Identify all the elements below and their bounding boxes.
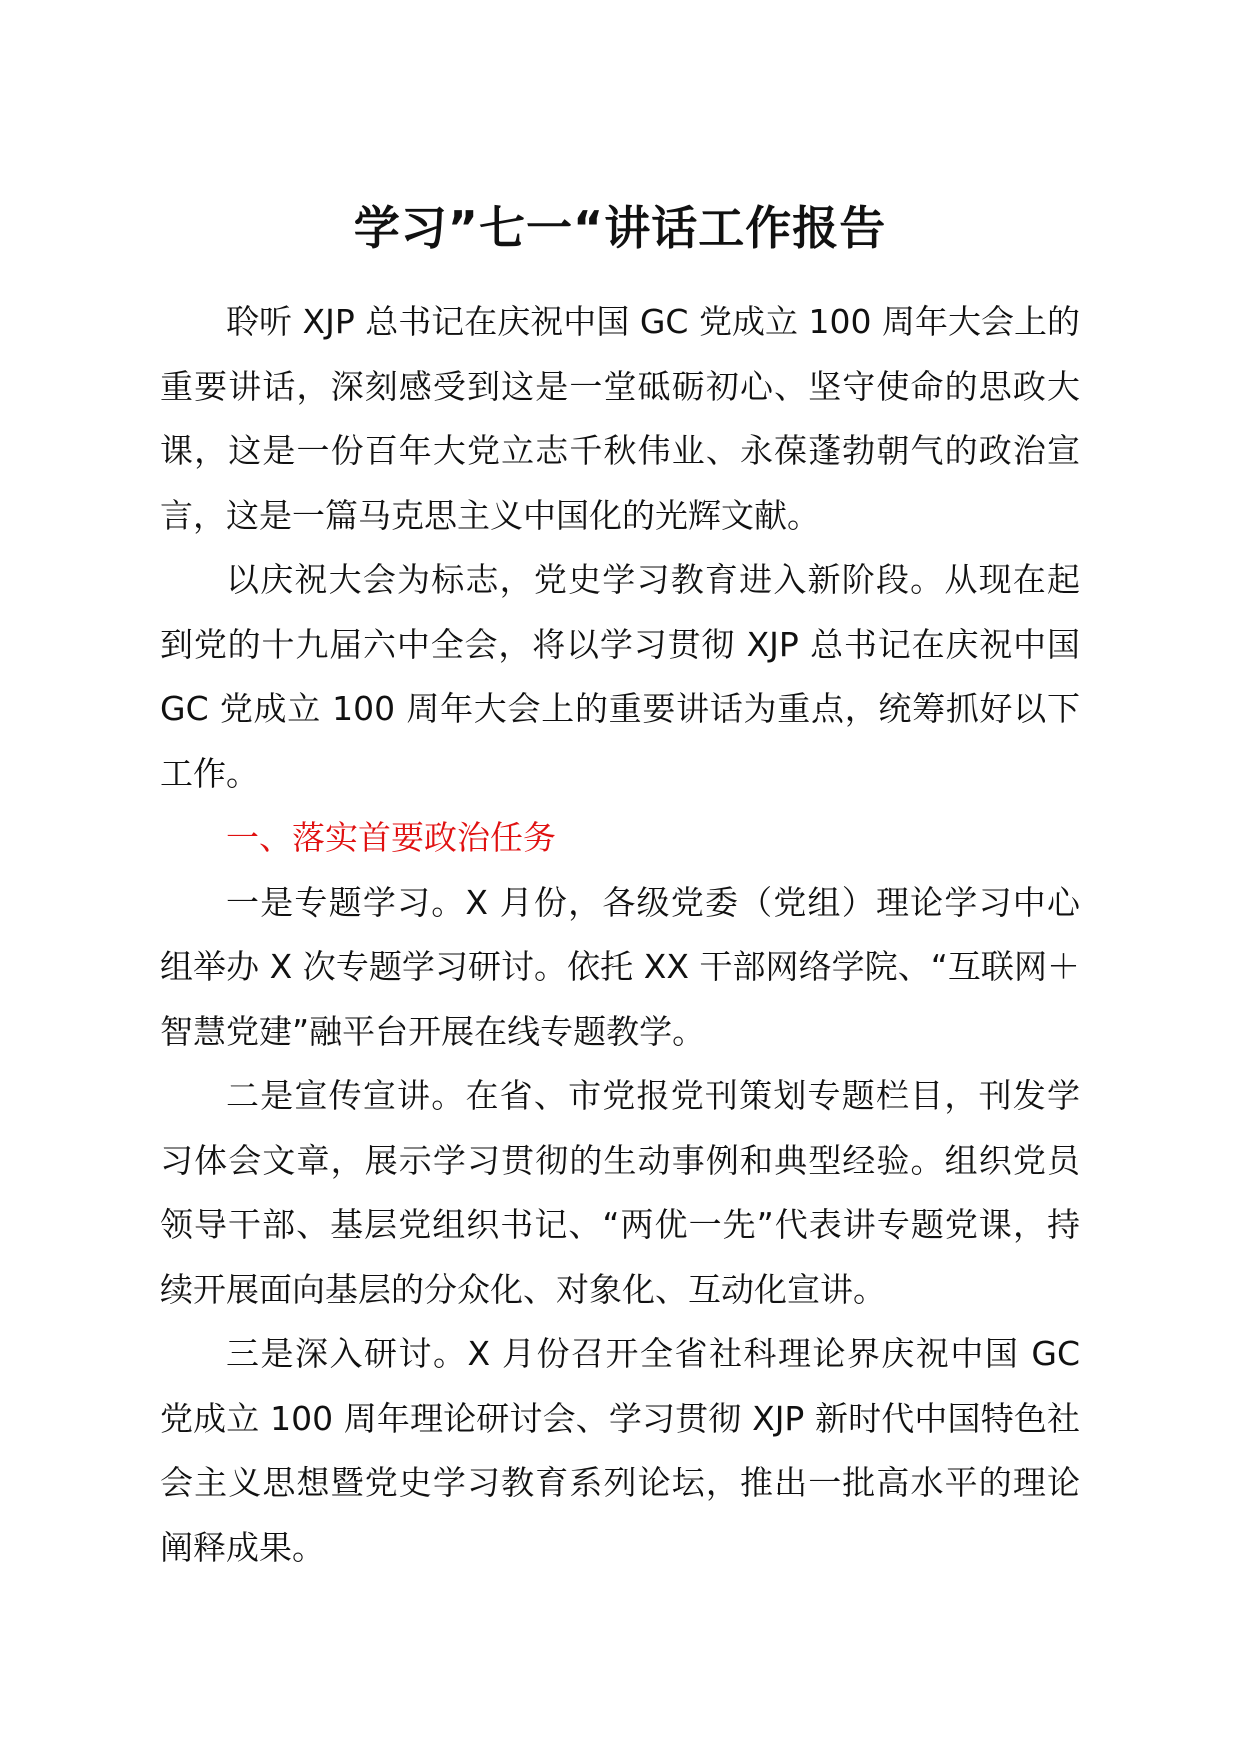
section-paragraph-1: 一是专题学习。X 月份，各级党委（党组）理论学习中心组举办 X 次专题学习研讨。依托 XX 干部网络学院、“互联网＋智慧党建”融平台开展在线专题教学。 (160, 882, 1080, 1051)
document-body (160, 290, 1080, 1580)
intro-paragraph-1: 聆听 XJP 总书记在庆祝中国 GC 党成立 100 周年大会上的重要讲话，深刻感受到这是一堂砥砺初心、坚守使命的思政大课，这是一份百年大党立志千秋伟业、永葆蓬勃朝气的政治宣言，这是一篇马克思主义中国化的光辉文献。 (160, 302, 1080, 535)
intro-paragraph-2: 以庆祝大会为标志，党史学习教育进入新阶段。从现在起到党的十九届六中全会，将以学习贯彻 XJP 总书记在庆祝中国 GC 党成立 100 周年大会上的重要讲话为重点，统筹抓好以下工作。 (160, 560, 1081, 793)
section-paragraph-3: 三是深入研讨。X 月份召开全省社科理论界庆祝中国 GC 党成立 100 周年理论研讨会、学习贯彻 XJP 新时代中国特色社会主义思想暨党史学习教育系列论坛，推出一批高水平的理论阐释成果。 (160, 1334, 1080, 1567)
document-title: 学习”七一“讲话工作报告 (353, 201, 887, 255)
section-paragraph-2: 二是宣传宣讲。在省、市党报党刊策划专题栏目，刊发学习体会文章，展示学习贯彻的生动事例和典型经验。组织党员领导干部、基层党组织书记、“两优一先”代表讲专题党课，持续开展面向基层的分众化、对象化、互动化宣讲。 (160, 1076, 1080, 1309)
section-heading: 一、落实首要政治任务 (226, 818, 556, 857)
